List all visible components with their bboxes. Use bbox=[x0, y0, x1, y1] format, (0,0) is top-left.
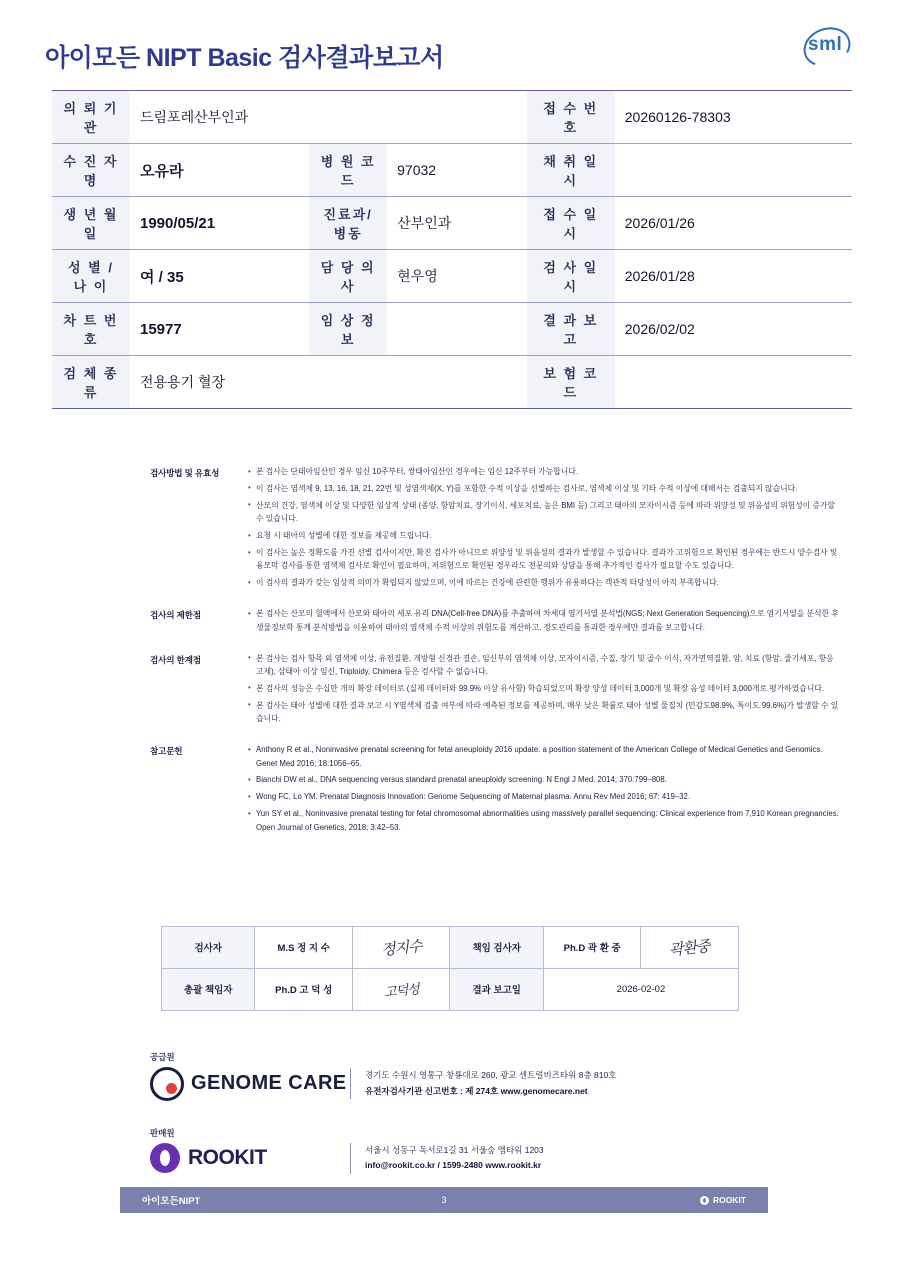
reference-item: • Anthony R et al., Noninvasive prenatal screening for fetal aneuploidy 2016 update: a position statement of the American College of Medical Genetics and Genomics. Genet Med 2016; 18:1056–65. bbox=[248, 743, 840, 770]
field-label: 검 체 종 류 bbox=[52, 356, 130, 409]
field-label: 성 별 / 나 이 bbox=[52, 250, 130, 303]
sig-mark-lead bbox=[641, 926, 739, 968]
sig-name-director: Ph.D 고 덕 성 bbox=[255, 968, 353, 1010]
table-row bbox=[52, 250, 852, 303]
field-value: 전용용기 혈장 bbox=[130, 356, 527, 409]
field-value: 산부인과 bbox=[387, 197, 527, 250]
sig-label-tester: 검사자 bbox=[162, 926, 255, 968]
field-label: 보 험 코 드 bbox=[527, 356, 615, 409]
field-value: 드림포레산부인과 bbox=[130, 91, 527, 144]
field-value: 현우영 bbox=[387, 250, 527, 303]
note-item: • 산모의 건강, 염색체 이상 및 다양한 임상적 상태 (종양, 항암치료, 장기이식, 세포치료, 높은 BMI 등) 그리고 태아의 모자이시즘 등에 따라 위양성 및 위음성의 위험성이 증가할 수 있습니다. bbox=[248, 499, 840, 526]
table-row bbox=[52, 144, 852, 197]
note-heading: 참고문헌 bbox=[150, 746, 183, 757]
sig-mark-tester bbox=[352, 926, 450, 968]
field-label: 수 진 자 명 bbox=[52, 144, 130, 197]
sig-label-lead: 책임 검사자 bbox=[450, 926, 543, 968]
page-footer bbox=[120, 1187, 768, 1213]
field-value bbox=[615, 356, 852, 409]
field-value: 1990/05/21 bbox=[130, 197, 309, 250]
supplier-contact-line: info@rookit.co.kr / 1599-2480 www.rookit.kr bbox=[365, 1160, 542, 1171]
note-item: • 이 검사의 결과가 갖는 임상적 의미가 확립되지 않았으며, 이에 따르는 건강에 관련한 행위가 유용하다는 객관적 타당성이 아직 부족합니다. bbox=[248, 576, 840, 589]
field-label: 담 당 의 사 bbox=[309, 250, 387, 303]
signature-glyph: 정지수 bbox=[380, 936, 423, 959]
sig-mark-director bbox=[352, 968, 450, 1010]
footer-page-number: 3 bbox=[441, 1195, 447, 1205]
note-item: • 이 검사는 높은 정확도를 가진 선별 검사이지만, 확진 검사가 아니므로 위양성 및 위음성의 결과가 발생할 수 있습니다. 결과가 고위험으로 확인된 경우에는 반드시 양수검사 및 융모막 검사를 통한 염색체 검사로 확인이 필요하며, 저위험으로 확인된 경우라도 전문의와 상담을 통해 추가적인 검사가 필요할 수도 있습니다. bbox=[248, 546, 840, 573]
note-body bbox=[242, 743, 840, 837]
field-value: 20260126-78303 bbox=[615, 91, 852, 144]
field-value: 97032 bbox=[387, 144, 527, 197]
reference-item: • Bianchi DW et al., DNA sequencing versus standard prenatal aneuploidy screening. N Engl J Med. 2014; 370:799–808. bbox=[248, 773, 840, 786]
supplier-genome-care bbox=[150, 1051, 770, 1101]
supplier-address bbox=[350, 1143, 544, 1174]
sig-name-tester: M.S 정 지 수 bbox=[255, 926, 353, 968]
field-value: 오유라 bbox=[130, 144, 309, 197]
field-value: 2026/02/02 bbox=[615, 303, 852, 356]
field-label: 임 상 정 보 bbox=[309, 303, 387, 356]
field-value bbox=[615, 144, 852, 197]
note-item: • 본 검사의 성능은 수십만 개의 확장 데이터로 (실제 데이터와 99.9% 이상 유사함) 학습되었으며 확장 양성 데이터 3,000개 및 확장 음성 데이터 3,000개로 평가하였습니다. bbox=[248, 682, 840, 695]
table-row bbox=[52, 356, 852, 409]
field-value: 15977 bbox=[130, 303, 309, 356]
sig-label-director: 총괄 책임자 bbox=[162, 968, 255, 1010]
note-block-method bbox=[150, 465, 840, 593]
notes-section bbox=[0, 465, 900, 838]
field-label: 병 원 코 드 bbox=[309, 144, 387, 197]
sig-name-lead: Ph.D 곽 환 중 bbox=[543, 926, 641, 968]
page-title: 아이모든 NIPT Basic 검사결과보고서 bbox=[45, 44, 444, 72]
field-value bbox=[387, 303, 527, 356]
rookit-mark-icon bbox=[700, 1196, 709, 1205]
supplier-address-line: 서울시 성동구 독서로1길 31 서울숲 엠타워 1203 bbox=[365, 1144, 544, 1155]
sig-value-report-date: 2026-02-02 bbox=[543, 968, 738, 1010]
signature-glyph: 고덕성 bbox=[383, 981, 420, 1001]
note-item: • 본 검사는 산모의 혈액에서 산모와 태아의 세포 유리 DNA(Cell-free DNA)를 추출하여 차세대 염기서열 분석법(NGS; Next Generation Sequencing)으로 염기서열을 분석한 후 생물정보학 통계 분석방법을 이용하여 태아의 염색체 수적 이상의 위험도를 계산하고, 정도관리를 통과한 경우에만 결과를 보고합니다. bbox=[248, 607, 840, 634]
field-label: 의 뢰 기 관 bbox=[52, 91, 130, 144]
table-row bbox=[52, 91, 852, 144]
note-item: • 본 검사는 태아 성별에 대한 결과 보고 시 Y염색체 검출 여부에 따라 예측된 정보를 제공하며, 매우 낮은 확률로 태아 성별 물질치 (민감도98.9%, 특이도 99.6%)가 발생할 수 있습니다. bbox=[248, 699, 840, 726]
supplier-rookit bbox=[150, 1127, 770, 1174]
genome-care-mark-icon bbox=[150, 1067, 184, 1101]
note-heading: 검사의 제한점 bbox=[150, 610, 201, 621]
footer-brand-label: ROOKIT bbox=[712, 1195, 746, 1205]
note-heading: 검사의 한계점 bbox=[150, 654, 201, 665]
field-label: 생 년 월 일 bbox=[52, 197, 130, 250]
table-row bbox=[52, 197, 852, 250]
signature-glyph: 곽환중 bbox=[668, 936, 711, 959]
rookit-logo bbox=[150, 1143, 350, 1173]
document-header bbox=[0, 0, 900, 78]
table-row bbox=[162, 926, 739, 968]
footer-brand bbox=[568, 1195, 768, 1205]
sml-logo bbox=[800, 26, 858, 74]
rookit-mark-icon bbox=[150, 1143, 180, 1173]
table-row bbox=[52, 303, 852, 356]
rookit-wordmark: ROOKIT bbox=[188, 1146, 267, 1170]
signature-table bbox=[161, 926, 739, 1011]
note-body bbox=[242, 607, 840, 637]
signature-section bbox=[161, 926, 739, 1011]
sig-label-report-date: 결과 보고일 bbox=[450, 968, 543, 1010]
note-block-restrictions bbox=[150, 607, 840, 637]
supplier-address-line: 경기도 수원시 영통구 창룡대로 260, 광교 센트럴비즈타워 8층 810호 bbox=[365, 1069, 617, 1080]
supplier-label: 판매원 bbox=[150, 1127, 175, 1138]
supplier-address bbox=[350, 1068, 616, 1099]
field-label: 채 취 일 시 bbox=[527, 144, 615, 197]
sml-logo-text: sml bbox=[808, 34, 843, 55]
table-row bbox=[162, 968, 739, 1010]
supplier-license-line: 유전자검사기관 신고번호 : 제 274호 www.genomecare.net bbox=[365, 1085, 588, 1096]
field-value: 2026/01/28 bbox=[615, 250, 852, 303]
note-item: • 본 검사는 단태아임산인 경우 임신 10주부터, 쌍태아임산인 경우에는 임신 12주부터 가능합니다. bbox=[248, 465, 840, 478]
field-label: 차 트 번 호 bbox=[52, 303, 130, 356]
field-label: 진료과/병동 bbox=[309, 197, 387, 250]
genome-care-wordmark: GENOME CARE bbox=[191, 1072, 347, 1095]
field-label: 접 수 번 호 bbox=[527, 91, 615, 144]
field-label: 접 수 일 시 bbox=[527, 197, 615, 250]
reference-item: • Yun SY et al., Noninvasive prenatal testing for fetal chromosomal abnormalities using massively parallel sequencing: Clinical experience from 7,910 Korean pregnancies. Open Journal of Genetics, 2018; 3:42–53. bbox=[248, 807, 840, 834]
footer-product-name: 아이모든NIPT bbox=[142, 1196, 201, 1207]
genome-care-logo bbox=[150, 1067, 350, 1101]
note-block-limitations bbox=[150, 652, 840, 730]
note-heading: 검사방법 및 유효성 bbox=[150, 468, 220, 478]
field-label: 검 사 일 시 bbox=[527, 250, 615, 303]
field-label: 결 과 보 고 bbox=[527, 303, 615, 356]
field-value: 여 / 35 bbox=[130, 250, 309, 303]
reference-item: • Wong FC, Lo YM. Prenatal Diagnosis Innovation: Genome Sequencing of Maternal plasma. Annu Rev Med 2016; 67: 419–32. bbox=[248, 790, 840, 803]
note-block-references bbox=[150, 743, 840, 837]
note-item: • 본 검사는 검사 항목 외 염색체 이상, 유전질환, 개방형 신경관 결손, 임신부의 염색체 이상, 모자이시즘, 수질, 장기 및 골수 이식, 자가면역질환, 암, 치료 (항암, 줄기세포, 항응고제), 삼태아 이상 임신, Triploidy, Chimera 등은 검사할 수 없습니다. bbox=[248, 652, 840, 679]
note-item: • 요청 시 태아의 성별에 대한 정보를 제공해 드립니다. bbox=[248, 529, 840, 542]
note-body bbox=[242, 652, 840, 730]
note-item: • 이 검사는 염색체 9, 13, 16, 18, 21, 22번 및 성염색체(X, Y)를 포함한 수적 이상을 선별하는 검사로, 염색체 이상 및 기타 수적 이상에 대해서는 검출되지 않습니다. bbox=[248, 482, 840, 495]
field-value: 2026/01/26 bbox=[615, 197, 852, 250]
note-body bbox=[242, 465, 840, 593]
supplier-label: 공급원 bbox=[150, 1051, 175, 1062]
patient-info-table bbox=[52, 90, 852, 409]
